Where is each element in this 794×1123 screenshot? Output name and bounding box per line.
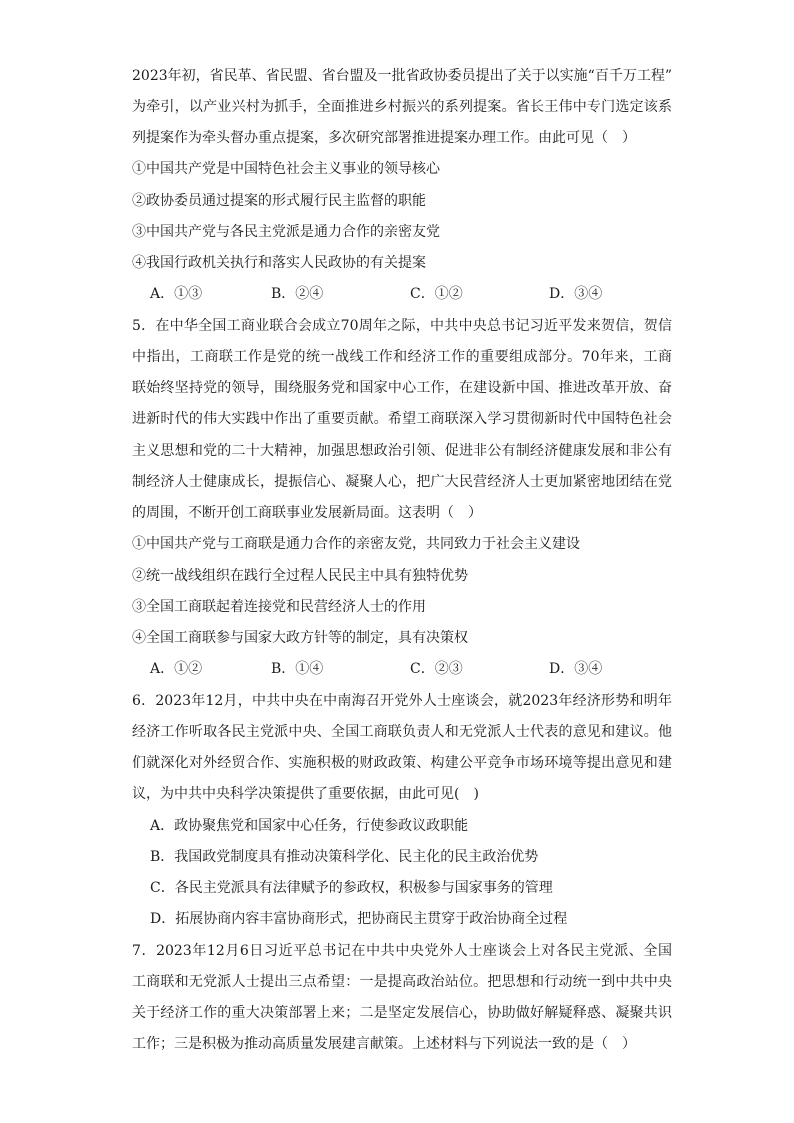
q5-stem-line: 中指出，工商联工作是党的统一战线工作和经济工作的重要组成部分。70年来，工商	[132, 349, 672, 365]
q5-statement-4: ④全国工商联参与国家大政方针等的制定，具有决策权	[132, 630, 468, 646]
q4-choice-d[interactable]: D．③④	[549, 286, 603, 302]
q5-statement-3: ③全国工商联起着连接党和民营经济人士的作用	[132, 599, 426, 615]
q5-stem-line: 主义思想和党的二十大精神，加强思想政治引领、促进非公有制经济健康发展和非公有	[132, 443, 672, 459]
q5-statement-1: ①中国共产党与工商联是通力合作的亲密友党，共同致力于社会主义建设	[132, 536, 580, 552]
q7-stem-line: 工作；三是积极为推动高质量发展建言献策。上述材料与下列说法一致的是（ ）	[132, 1036, 636, 1052]
q4-stem-line: 列提案作为牵头督办重点提案，多次研究部署推进提案办理工作。由此可见（ ）	[132, 130, 636, 146]
q6-stem-line: 议，为中共中央科学决策提供了重要依据，由此可见( )	[132, 786, 479, 802]
q4-choice-a[interactable]: A．①③	[150, 286, 203, 302]
q4-choice-b[interactable]: B．②④	[271, 286, 324, 302]
q5-choices	[150, 659, 680, 679]
q4-statement-3: ③中国共产党与各民主党派是通力合作的亲密友党	[132, 224, 440, 240]
q4-statement-1: ①中国共产党是中国特色社会主义事业的领导核心	[132, 161, 440, 177]
q5-stem-line: 制经济人士健康成长，提振信心、凝聚人心，把广大民营经济人士更加紧密地团结在党	[132, 474, 672, 490]
q5-choice-b[interactable]: B．①④	[271, 661, 324, 677]
q6-stem-line: 们就深化对外经贸合作、实施积极的财政政策、构建公平竞争市场环境等提出意见和建	[132, 755, 672, 771]
q7-stem-line: 7．2023年12月6日习近平总书记在中共中央党外人士座谈会上对各民主党派、全国	[132, 943, 672, 959]
q4-stem-line: 2023年初，省民革、省民盟、省台盟及一批省政协委员提出了关于以实施“百千万工程”	[132, 68, 672, 84]
q5-stem-line: 联始终坚持党的领导，围绕服务党和国家中心工作，在建设新中国、推进改革开放、奋	[132, 380, 672, 396]
q4-stem-line: 为牵引，以产业兴村为抓手，全面推进乡村振兴的系列提案。省长王伟中专门选定该系	[132, 99, 672, 115]
q4-choice-c[interactable]: C．①②	[410, 286, 463, 302]
q5-stem-line: 5．在中华全国工商业联合会成立70周年之际，中共中央总书记习近平发来贺信，贺信	[132, 318, 672, 334]
q6-stem-line: 经济工作听取各民主党派中央、全国工商联负责人和无党派人士代表的意见和建议。他	[132, 724, 672, 740]
q6-option-b[interactable]: B．我国政党制度具有推动决策科学化、民主化的民主政治优势	[150, 849, 539, 865]
q6-option-d[interactable]: D．拓展协商内容丰富协商形式，把协商民主贯穿于政治协商全过程	[150, 911, 568, 927]
q4-statement-2: ②政协委员通过提案的形式履行民主监督的职能	[132, 193, 426, 209]
q6-stem-line: 6．2023年12月，中共中央在中南海召开党外人士座谈会，就2023年经济形势和明年	[132, 693, 672, 709]
q5-statement-2: ②统一战线组织在践行全过程人民民主中具有独特优势	[132, 568, 468, 584]
q7-stem-line: 关于经济工作的重大决策部署上来；二是坚定发展信心，协助做好解疑释惑、凝聚共识	[132, 1005, 672, 1021]
q4-statement-4: ④我国行政机关执行和落实人民政协的有关提案	[132, 255, 426, 271]
q5-choice-d[interactable]: D．③④	[549, 661, 603, 677]
q5-stem-line: 的周围，不断开创工商联事业发展新局面。这表明（ ）	[132, 505, 482, 521]
q6-option-a[interactable]: A．政协聚焦党和国家中心任务，行使参政议政职能	[150, 818, 469, 834]
q5-choice-a[interactable]: A．①②	[150, 661, 203, 677]
q5-stem-line: 进新时代的伟大实践中作出了重要贡献。希望工商联深入学习贯彻新时代中国特色社会	[132, 411, 672, 427]
q4-choices	[150, 284, 680, 304]
q5-choice-c[interactable]: C．②③	[410, 661, 463, 677]
q6-option-c[interactable]: C．各民主党派具有法律赋予的参政权，积极参与国家事务的管理	[150, 880, 553, 896]
q7-stem-line: 工商联和无党派人士提出三点希望：一是提高政治站位。把思想和行动统一到中共中央	[132, 974, 672, 990]
